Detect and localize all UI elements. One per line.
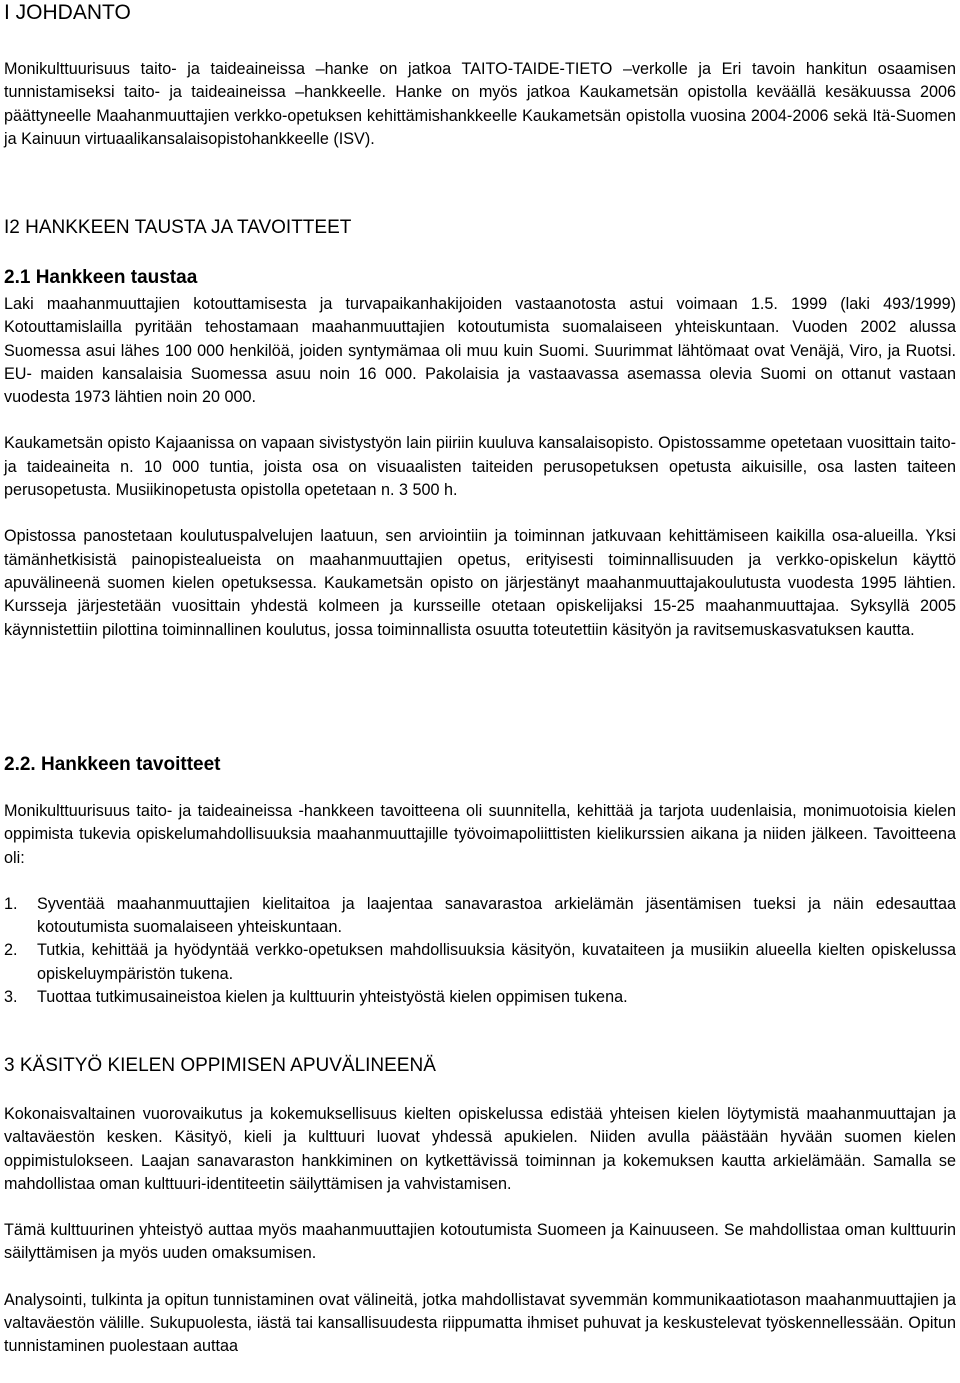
section2-1-heading: 2.1 Hankkeen taustaa [4, 267, 198, 288]
goal-text: Syventää maahanmuuttajien kielitaitoa ja laajentaa sanavarastoa arkielämän jäsentämisen tueksi ja näin edesauttaa kotoutumista suomalaiseen yhteiskuntaan. [37, 894, 956, 937]
goal-number: 1. [4, 894, 18, 913]
section2-2-paragraph-1: Monikulttuurisuus taito- ja taideaineissa -hankkeen tavoitteena oli suunnitella, kehittää ja tarjota uudenlaisia, monimuotoisia kielen oppimista tukevia opiskelumahdollisuuksia maahanmuuttajille työvoimapoliittisten kielikurssien aikana ja niiden jälkeen. Tavoitteena oli: [4, 802, 956, 867]
goal-text: Tuottaa tutkimusaineistoa kielen ja kulttuurin yhteistyöstä kielen oppimisen tukena. [37, 988, 628, 1007]
intro-section [4, 58, 956, 151]
section2-1-paragraph-2: Kaukametsän opisto Kajaanissa on vapaan sivistystyön lain piiriin kuuluva kansalaisopisto. Opistossamme opetetaan vuosittain taito- ja taideaineita n. 10 000 tuntia, joista osa on visuaalisten taiteiden perusopetuksen opetusta aikuisille, osa lasten taiteen perusopetusta. Musiikinopetusta opistolla opetetaan n. 3 500 h. [4, 434, 956, 500]
section2-heading: I2 HANKKEEN TAUSTA JA TAVOITTEET [4, 217, 352, 238]
section2-2-heading: 2.2. Hankkeen tavoitteet [4, 754, 221, 775]
goal-number: 2. [4, 941, 18, 960]
intro-heading: I JOHDANTO [4, 1, 131, 24]
goal-text: Tutkia, kehittää ja hyödyntää verkko-opetuksen mahdollisuuksia käsityön, kuvataiteen ja musiikin alueella kielten opiskelussa opiskeluympäristön tukena. [37, 941, 956, 983]
goal-number: 3. [4, 988, 18, 1007]
section3-paragraph-1: Kokonaisvaltainen vuorovaikutus ja kokemuksellisuus kielten opiskelussa edistää yhteisen kielen löytymistä maahanmuuttajan ja valtaväestön kesken. Käsityö, kieli ja kulttuuri luovat yhdessä apukielen. Niiden avulla päästään hyvään suomen kielen oppimistulokseen. Laajan sanavaraston hankkiminen on kytkettävissä toiminnan ja kokemuksen kautta arkielämään. Samalla se mahdollistaa oman kulttuuri-identiteetin säilyttämisen ja vahvistamisen. [4, 1105, 956, 1193]
list-item [4, 893, 956, 940]
goals-list [4, 893, 956, 1009]
section2-1-paragraph-1: Laki maahanmuuttajien kotouttamisesta ja turvapaikanhakijoiden vastaanotosta astui voimaan 1.5. 1999 (laki 493/1999) Kotouttamislailla pyritään tehostamaan maahanmuuttajien kotoutumista suomalaiseen yhteiskuntaan. Vuoden 2002 alussa Suomessa asui lähes 100 000 henkilöä, joiden syntymämaa oli muu kuin Suomi. Suurimmat lähtömaat ovat Venäjä, Viro, ja Ruotsi. EU- maiden kansalaisia Suomessa asuu noin 16 000. Pakolaisia ja vastaavassa asemassa olevia Suomi on ottanut vastaan vuodesta 1973 lähtien noin 20 000. [4, 295, 956, 407]
section3-heading: 3 KÄSITYÖ KIELEN OPPIMISEN APUVÄLINEENÄ [4, 1055, 436, 1076]
section2-1-paragraph-3: Opistossa panostetaan koulutuspalvelujen laatuun, sen arviointiin ja toiminnan jatkuvaan kehittämiseen kaikilla osa-alueilla. Yksi tämänhetkisistä painopistealueista on maahanmuuttajien opetus, erityisesti toiminnallisuuden ja verkko-opiskelun käyttö apuvälineenä suomen kielen opetuksessa. Kaukametsän opisto on järjestänyt maahanmuuttajakoulutusta vuodesta 1995 lähtien. Kursseja järjestetään vuosittain yhdestä kolmeen ja kursseille otetaan opiskelijaksi 15-25 maahanmuuttajaa. Syksyllä 2005 käynnistettiin pilottina toiminnallinen koulutus, jossa toiminnallista osuutta toteutettiin käsityön ja ravitsemuskasvatuksen kautta. [4, 527, 956, 639]
section2-1 [4, 266, 956, 642]
section2-2 [4, 753, 956, 1009]
list-item [4, 986, 956, 1009]
intro-paragraph: Monikulttuurisuus taito- ja taideaineissa –hanke on jatkoa TAITO-TAIDE-TIETO –verkolle ja Eri tavoin hankitun osaamisen tunnistamiseksi taito- ja taideaineissa –hankkeelle. Hanke on myös jatkoa Kaukametsän opistolla keväällä kesäkuussa 2006 päättyneelle Maahanmuuttajien verkko-opetuksen kehittämishankkeelle Kaukametsän opistolla vuosina 2004-2006 sekä Itä-Suomen ja Kainuun virtuaalikansalaisopistohankkeelle (ISV). [4, 60, 956, 148]
section2-heading-block [4, 216, 956, 240]
section3-paragraph-2: Tämä kulttuurinen yhteistyö auttaa myös maahanmuuttajien kotoutumista Suomeen ja Kainuuseen. Se mahdollistaa oman kulttuurin säilyttämisen ja myös uuden omaksumisen. [4, 1221, 956, 1263]
section3 [4, 1054, 956, 1359]
section3-paragraph-3: Analysointi, tulkinta ja opitun tunnistaminen ovat välineitä, jotka mahdollistavat syvemmän kommunikaatiotason maahanmuuttajien ja valtaväestön välille. Sukupuolesta, iästä tai kansallisuudesta riippumatta ihmiset puhuvat ja keskustelevat työskennellessään. Opitun tunnistaminen puolestaan auttaa [4, 1290, 956, 1356]
list-item [4, 939, 956, 986]
